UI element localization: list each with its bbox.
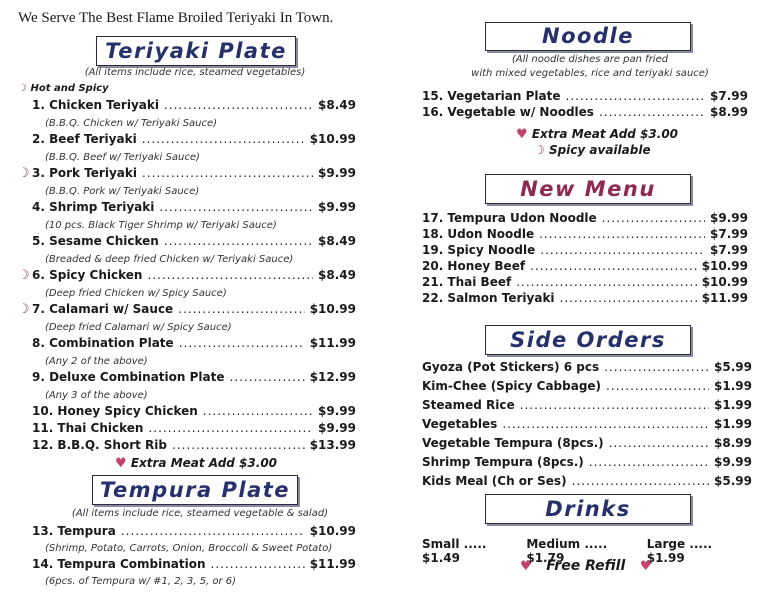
- item-price: $1.99: [714, 379, 752, 393]
- new-menu-heading: New Menu: [485, 174, 691, 204]
- item-price: $10.99: [309, 524, 356, 538]
- item-name: Gyoza (Pot Stickers) 6 pcs: [422, 360, 600, 374]
- menu-item: [422, 275, 748, 291]
- spicy-available-label: Spicy available: [548, 143, 651, 157]
- item-name: Shrimp Tempura (8pcs.): [422, 455, 584, 469]
- menu-item: [32, 421, 356, 437]
- menu-item: [32, 200, 356, 216]
- item-name: 1. Chicken Teriyaki: [32, 98, 159, 112]
- noodle-subtitle-1: (All noodle dishes are pan fried: [511, 54, 669, 65]
- item-name: Vegetable Tempura (8pcs.): [422, 436, 604, 450]
- item-name: 11. Thai Chicken: [32, 421, 144, 435]
- item-price: $8.49: [318, 234, 356, 248]
- item-price: $8.49: [318, 268, 356, 282]
- item-name: 10. Honey Spicy Chicken: [32, 404, 198, 418]
- heart-icon: ♥: [115, 456, 127, 471]
- item-price: $9.99: [318, 200, 356, 214]
- item-desc: (6pcs. of Tempura w/ #1, 2, 3, 5, or 6): [45, 576, 237, 587]
- heart-icon: ♥: [520, 559, 532, 574]
- item-name: Kim-Chee (Spicy Cabbage): [422, 379, 602, 393]
- item-desc: (Deep fried Calamari w/ Spicy Sauce): [45, 322, 232, 333]
- item-name: Kids Meal (Ch or Ses): [422, 474, 567, 488]
- item-name: 14. Tempura Combination: [32, 557, 206, 571]
- menu-item: [32, 404, 356, 420]
- noodle-subtitle-2: with mixed vegetables, rice and teriyaki sauce): [471, 68, 709, 79]
- heart-icon: ♥: [639, 559, 652, 574]
- item-desc: (Shrimp, Potato, Carrots, Onion, Broccoli & Sweet Potato): [45, 543, 333, 554]
- menu-item: [422, 211, 748, 227]
- extra-meat-label: Extra Meat Add $3.00: [130, 456, 278, 470]
- item-price: $9.99: [714, 455, 752, 469]
- item-price: $5.99: [714, 360, 752, 374]
- item-desc: (Any 3 of the above): [45, 390, 148, 401]
- drink-large: Large ..... $1.99: [646, 537, 713, 565]
- item-price: $7.99: [710, 227, 748, 241]
- menu-item: [422, 105, 748, 121]
- item-name: 15. Vegetarian Plate: [422, 89, 561, 103]
- item-desc: (B.B.Q. Pork w/ Teriyaki Sauce): [45, 186, 200, 197]
- menu-item: [32, 132, 356, 148]
- item-price: $11.99: [701, 291, 748, 305]
- item-desc: (10 pcs. Black Tiger Shrimp w/ Teriyaki Sauce): [45, 220, 277, 231]
- item-price: $9.99: [318, 166, 356, 180]
- item-name: Steamed Rice: [422, 398, 515, 412]
- item-desc: (Breaded & deep fried Chicken w/ Teriyaki Sauce): [45, 254, 294, 265]
- item-desc: (Any 2 of the above): [45, 356, 148, 367]
- item-name: 4. Shrimp Teriyaki: [32, 200, 155, 214]
- item-name: 22. Salmon Teriyaki: [422, 291, 555, 305]
- menu-item: [32, 98, 356, 114]
- tagline: We Serve The Best Flame Broiled Teriyaki In Town.: [18, 10, 334, 26]
- item-price: $1.99: [714, 398, 752, 412]
- extra-meat-label: Extra Meat Add $3.00: [531, 127, 679, 141]
- noodle-spicy-available: [534, 143, 651, 157]
- menu-item: [32, 166, 356, 182]
- item-name: 13. Tempura: [32, 524, 116, 538]
- drink-small: Small ..... $1.49: [422, 537, 487, 565]
- item-desc: (Deep fried Chicken w/ Spicy Sauce): [45, 288, 227, 299]
- item-price: $1.99: [714, 417, 752, 431]
- drinks-heading: Drinks: [485, 494, 691, 524]
- item-price: $10.99: [309, 302, 356, 316]
- item-name: 17. Tempura Udon Noodle: [422, 211, 597, 225]
- spicy-legend-label: Hot and Spicy: [30, 83, 109, 94]
- spicy-legend: [18, 83, 109, 94]
- spicy-icon: ☽: [18, 166, 30, 181]
- menu-item: [32, 557, 356, 573]
- item-name: 19. Spicy Noodle: [422, 243, 536, 257]
- menu-item: [422, 417, 752, 433]
- spicy-icon: ☽: [18, 268, 30, 283]
- menu-item: [32, 302, 356, 318]
- item-name: 9. Deluxe Combination Plate: [32, 370, 225, 384]
- menu-item: [32, 268, 356, 284]
- menu-item: [32, 234, 356, 250]
- menu-item: [32, 438, 356, 454]
- item-price: $9.99: [318, 421, 356, 435]
- item-price: $9.99: [710, 211, 748, 225]
- item-price: $7.99: [710, 243, 748, 257]
- item-name: 6. Spicy Chicken: [32, 268, 143, 282]
- side-orders-heading: Side Orders: [485, 325, 691, 355]
- item-price: $10.99: [701, 259, 748, 273]
- menu-item: [422, 436, 752, 452]
- teriyaki-subtitle: (All items include rice, steamed vegetables): [84, 67, 306, 78]
- menu-item: [422, 360, 752, 376]
- item-price: $7.99: [710, 89, 748, 103]
- teriyaki-plate-heading: Teriyaki Plate: [96, 36, 296, 66]
- heart-icon: ♥: [516, 127, 528, 142]
- free-refill-label: Free Refill: [546, 558, 626, 574]
- menu-item: [32, 524, 356, 540]
- item-name: 21. Thai Beef: [422, 275, 512, 289]
- item-price: $8.99: [710, 105, 748, 119]
- item-name: 8. Combination Plate: [32, 336, 174, 350]
- menu-item: [32, 336, 356, 352]
- item-desc: (B.B.Q. Chicken w/ Teriyaki Sauce): [45, 118, 218, 129]
- tempura-subtitle: (All items include rice, steamed vegetable & salad): [71, 508, 329, 519]
- item-name: 3. Pork Teriyaki: [32, 166, 137, 180]
- item-desc: (B.B.Q. Beef w/ Teriyaki Sauce): [45, 152, 200, 163]
- item-name: 16. Vegetable w/ Noodles: [422, 105, 594, 119]
- menu-item: [422, 243, 748, 259]
- drink-medium: Medium ..... $1.79: [526, 537, 608, 565]
- item-price: $10.99: [309, 132, 356, 146]
- item-name: 7. Calamari w/ Sauce: [32, 302, 174, 316]
- tempura-plate-heading: Tempura Plate: [92, 475, 298, 505]
- menu-item: [422, 474, 752, 490]
- spicy-crescent-icon: ☽: [18, 83, 27, 94]
- item-price: $11.99: [309, 557, 356, 571]
- menu-item: [422, 379, 752, 395]
- item-name: Vegetables: [422, 417, 498, 431]
- item-name: 18. Udon Noodle: [422, 227, 535, 241]
- item-price: $8.49: [318, 98, 356, 112]
- item-name: 12. B.B.Q. Short Rib: [32, 438, 167, 452]
- menu-item: [422, 89, 748, 105]
- menu-item: [422, 227, 748, 243]
- free-refill: [520, 558, 652, 574]
- item-name: 2. Beef Teriyaki: [32, 132, 137, 146]
- item-name: 20. Honey Beef: [422, 259, 526, 273]
- spicy-crescent-icon: ☽: [534, 143, 545, 157]
- menu-item: [422, 291, 748, 307]
- menu-item: [422, 259, 748, 275]
- menu-item: [422, 455, 752, 471]
- item-price: $11.99: [309, 336, 356, 350]
- item-name: 5. Sesame Chicken: [32, 234, 159, 248]
- teriyaki-extra-meat: [115, 456, 277, 471]
- item-price: $10.99: [701, 275, 748, 289]
- noodle-extra-meat: [516, 127, 678, 142]
- item-price: $13.99: [309, 438, 356, 452]
- item-price: $9.99: [318, 404, 356, 418]
- item-price: $8.99: [714, 436, 752, 450]
- spicy-icon: ☽: [18, 302, 30, 317]
- item-price: $12.99: [309, 370, 356, 384]
- menu-item: [32, 370, 356, 386]
- item-price: $5.99: [714, 474, 752, 488]
- noodle-heading: Noodle: [485, 22, 691, 51]
- menu-item: [422, 398, 752, 414]
